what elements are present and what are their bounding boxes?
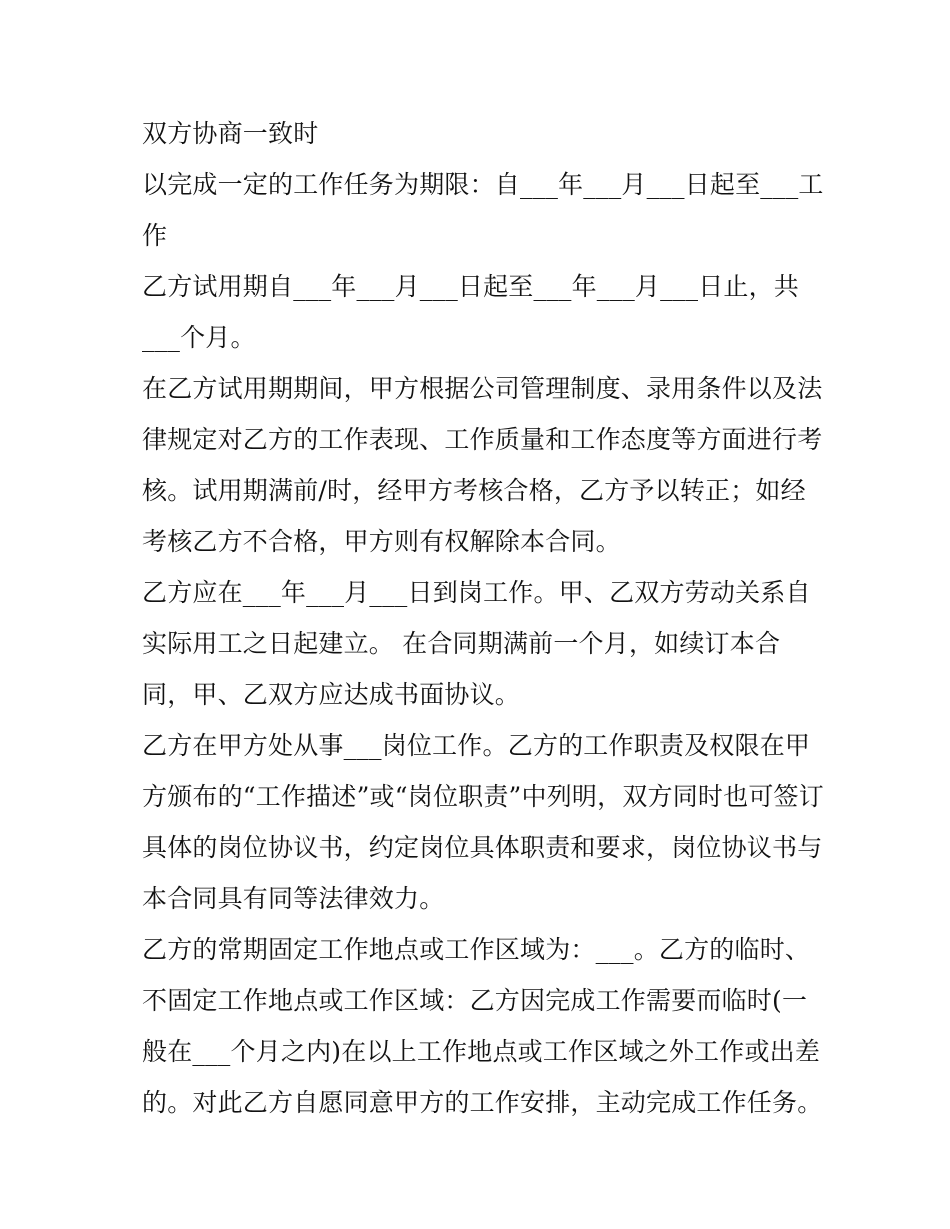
text-line: 本合同具有同等法律效力。 (142, 884, 445, 913)
text-line: 双方协商一致时 (142, 119, 319, 148)
text-line: 律规定对乙方的工作表现、工作质量和工作态度等方面进行考 (142, 425, 823, 454)
text-line: 具体的岗位协议书，约定岗位具体职责和要求，岗位协议书与 (142, 833, 823, 862)
text-line: 乙方在甲方处从事___岗位工作。乙方的工作职责及权限在甲 (142, 731, 811, 760)
text-line: 同，甲、乙双方应达成书面协议。 (142, 680, 521, 709)
text-line: 核。试用期满前/时，经甲方考核合格，乙方予以转正；如经 (142, 476, 806, 505)
document-body (142, 108, 824, 1128)
text-line: 乙方应在___年___月___日到岗工作。甲、乙双方劳动关系自 (142, 578, 811, 607)
text-line: 不固定工作地点或工作区域：乙方因完成工作需要而临时(一 (142, 986, 808, 1015)
text-line: 在乙方试用期期间，甲方根据公司管理制度、录用条件以及法 (142, 374, 823, 403)
text-line: 以完成一定的工作任务为期限：自___年___月___日起至___工 (142, 170, 824, 199)
text-line: 般在___个月之内)在以上工作地点或工作区域之外工作或出差 (142, 1037, 821, 1066)
text-line: 乙方的常期固定工作地点或工作区域为：___。乙方的临时、 (142, 935, 811, 964)
text-line: 乙方试用期自___年___月___日起至___年___月___日止，共 (142, 272, 800, 301)
text-line: 作 (142, 221, 168, 250)
text-line: 方颁布的“工作描述”或“岗位职责”中列明，双方同时也可签订 (142, 782, 824, 811)
text-line: ___个月。 (142, 323, 256, 352)
text-line: 考核乙方不合格，甲方则有权解除本合同。 (142, 527, 621, 556)
text-line: 的。对此乙方自愿同意甲方的工作安排，主动完成工作任务。 (142, 1088, 823, 1117)
text-line: 实际用工之日起建立。 在合同期满前一个月，如续订本合 (142, 629, 781, 658)
